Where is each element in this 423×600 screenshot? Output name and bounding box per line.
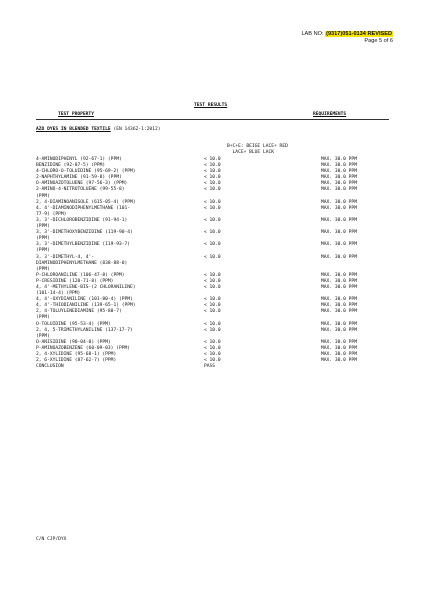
test-result-value: < 10.0 [204, 345, 221, 351]
report-header [301, 31, 393, 45]
results-table [36, 157, 396, 370]
test-result-value: < 10.0 [204, 321, 221, 327]
test-property-name: 3, 3'-DIMETHYLBENZIDINE (119-93-7) (PPM) [36, 242, 131, 254]
footer-code: C/N CJP/DYX [36, 537, 67, 542]
test-property-name: CONCLUSION [36, 364, 64, 370]
test-result-value: < 10.0 [204, 217, 221, 223]
test-property-name: 3, 3'-DICHLOROBENZIDINE (91-94-1) (PPM) [36, 217, 128, 230]
test-result-value: < 10.0 [204, 157, 221, 162]
page-number: Page 5 of 6 [364, 38, 393, 44]
test-result-value: < 10.0 [204, 163, 221, 169]
test-property-name: P-CHLOROANILINE (106-47-8) (PPM) [36, 272, 125, 278]
test-property-name: BENZIDINE (92-87-5) (PPM) [36, 163, 106, 169]
requirement-value: MAX. 30.0 PPM [321, 309, 357, 315]
requirement-value: MAX. 30.0 PPM [321, 169, 357, 175]
requirement-value: MAX. 30.0 PPM [321, 345, 357, 351]
requirement-value: MAX. 30.0 PPM [321, 358, 357, 364]
requirement-value: MAX. 30.0 PPM [321, 205, 357, 211]
table-row [36, 309, 396, 321]
test-result-value: < 10.0 [204, 181, 221, 187]
requirement-value: MAX. 30.0 PPM [321, 175, 357, 181]
section-heading [36, 127, 160, 133]
test-property-name: 4, 4'-DIAMINODIPHENYLMETHANE (101- 77-9) (PPM) [36, 205, 131, 217]
test-result-value: < 10.0 [204, 309, 221, 315]
test-result-value: < 10.0 [204, 278, 221, 284]
test-result-value: < 10.0 [204, 339, 221, 345]
section-title: AZO DYES IN BLENDED TEXTILE [36, 127, 111, 132]
test-property-name: 4, 4'-OXYDIANILINE (101-80-4) (PPM) [36, 297, 133, 303]
test-result-value: < 10.0 [204, 284, 221, 290]
test-result-value: PASS [204, 364, 216, 370]
requirement-value: MAX. 30.0 PPM [321, 272, 357, 278]
requirement-value: MAX. 30.0 PPM [321, 254, 357, 260]
lab-number-label: LAB NO: [301, 31, 324, 37]
test-property-name: O-AMINOAZOTOLUENE (97-56-3) (PPM) [36, 181, 128, 187]
sample-description: B+C+E: BEIGE LACE+ RED LACE+ BLUE LACK [227, 144, 288, 155]
test-results-title: TEST RESULTS [194, 103, 228, 108]
test-result-value: < 10.0 [204, 169, 221, 175]
requirement-value: MAX. 30.0 PPM [321, 284, 357, 290]
test-result-value: < 10.0 [204, 303, 221, 309]
test-property-name: 4-CHLORO-O-TOLUIDINE (95-69-2) (PPM) [36, 169, 136, 175]
test-property-name: 3, 3'-DIMETHOXYBENZIDINE (119-90-4) (PPM) [36, 230, 133, 242]
test-property-name: 2-AMINO-4-NITROTOLUENE (99-55-8) (PPM) [36, 187, 125, 199]
table-row [36, 242, 396, 254]
test-property-name: 2-NAPHTHYLAMINE (91-59-8) (PPM) [36, 175, 122, 181]
lab-number-line [301, 31, 393, 38]
test-property-name: P-CRESIDINE (120-71-8) (PPM) [36, 278, 114, 284]
table-row [36, 206, 396, 218]
test-property-name: O-TOLUIDINE (95-53-4) (PPM) [36, 321, 111, 327]
test-result-value: < 10.0 [204, 205, 221, 211]
lab-number-value: (9317)051-0134 REVISED [326, 31, 392, 37]
test-result-value: < 10.0 [204, 187, 221, 193]
test-property-name: 2, 4-DIAMINOANISOLE (615-05-4) (PPM) [36, 199, 136, 205]
header-rule [36, 119, 389, 120]
test-result-value: < 10.0 [204, 175, 221, 181]
requirement-value: MAX. 30.0 PPM [321, 352, 357, 357]
table-row [36, 255, 396, 273]
requirement-value: MAX. 30.0 PPM [321, 278, 357, 284]
table-row [36, 230, 396, 242]
test-property-name: 2, 4-XYLIDINE (95-68-1) (PPM) [36, 352, 117, 357]
table-row [36, 328, 396, 340]
requirement-value: MAX. 30.0 PPM [321, 187, 357, 193]
requirement-value: MAX. 30.0 PPM [321, 181, 357, 187]
requirement-value: MAX. 30.0 PPM [321, 297, 357, 303]
test-property-name: 4, 4'-METHYLENE-BIS-(2 CHLORANILINE) (101-14-4) (PPM) [36, 284, 136, 297]
requirement-value: MAX. 30.0 PPM [321, 199, 357, 205]
test-result-value: < 10.0 [204, 254, 221, 260]
table-row [36, 218, 396, 230]
requirement-value: MAX. 30.0 PPM [321, 321, 357, 327]
test-result-value: < 10.0 [204, 352, 221, 357]
requirement-value: MAX. 30.0 PPM [321, 157, 357, 162]
requirement-value: MAX. 30.0 PPM [321, 242, 357, 248]
column-header-test-property: TEST PROPERTY [58, 112, 94, 117]
column-header-requirements: REQUIREMENTS [313, 112, 347, 117]
test-result-value: < 10.0 [204, 242, 221, 248]
test-result-value: < 10.0 [204, 358, 221, 364]
test-result-value: < 10.0 [204, 327, 221, 333]
test-property-name: 2, 4-TOLUYLENEDIAMINE (95-80-7) (PPM) [36, 309, 122, 321]
table-row [36, 285, 396, 297]
test-result-value: < 10.0 [204, 230, 221, 236]
requirement-value: MAX. 30.0 PPM [321, 303, 357, 309]
test-result-value: < 10.0 [204, 297, 221, 303]
test-property-name: 2, 6-XYLIDINE (87-62-7) (PPM) [36, 358, 117, 364]
test-property-name: P-AMINOAZOBENZENE (60-09-03) (PPM) [36, 345, 131, 351]
test-property-name: 3, 3'-DIMETHYL-4, 4'- DIAMINODIPHENYLMETHANE (838-88-0) (PPM) [36, 254, 128, 272]
test-property-name: O-ANISIDINE (90-04-0) (PPM) [36, 339, 111, 345]
test-property-name: 4-AMINODIPHENYL (92-67-1) (PPM) [36, 157, 122, 162]
table-row [36, 364, 396, 370]
table-row [36, 187, 396, 199]
section-method: (EN 14362-1:2012) [110, 127, 161, 132]
test-property-name: 4, 4'-THIODIANILINE (139-65-1) (PPM) [36, 303, 136, 309]
requirement-value: MAX. 30.0 PPM [321, 327, 357, 333]
requirement-value: MAX. 30.0 PPM [321, 217, 357, 223]
test-result-value: < 10.0 [204, 272, 221, 278]
requirement-value: MAX. 30.0 PPM [321, 339, 357, 345]
requirement-value: MAX. 30.0 PPM [321, 230, 357, 236]
requirement-value: MAX. 30.0 PPM [321, 163, 357, 169]
test-property-name: 2, 4, 5-TRIMETHYLANILINE (137-17-7) (PPM) [36, 327, 133, 339]
test-result-value: < 10.0 [204, 199, 221, 205]
